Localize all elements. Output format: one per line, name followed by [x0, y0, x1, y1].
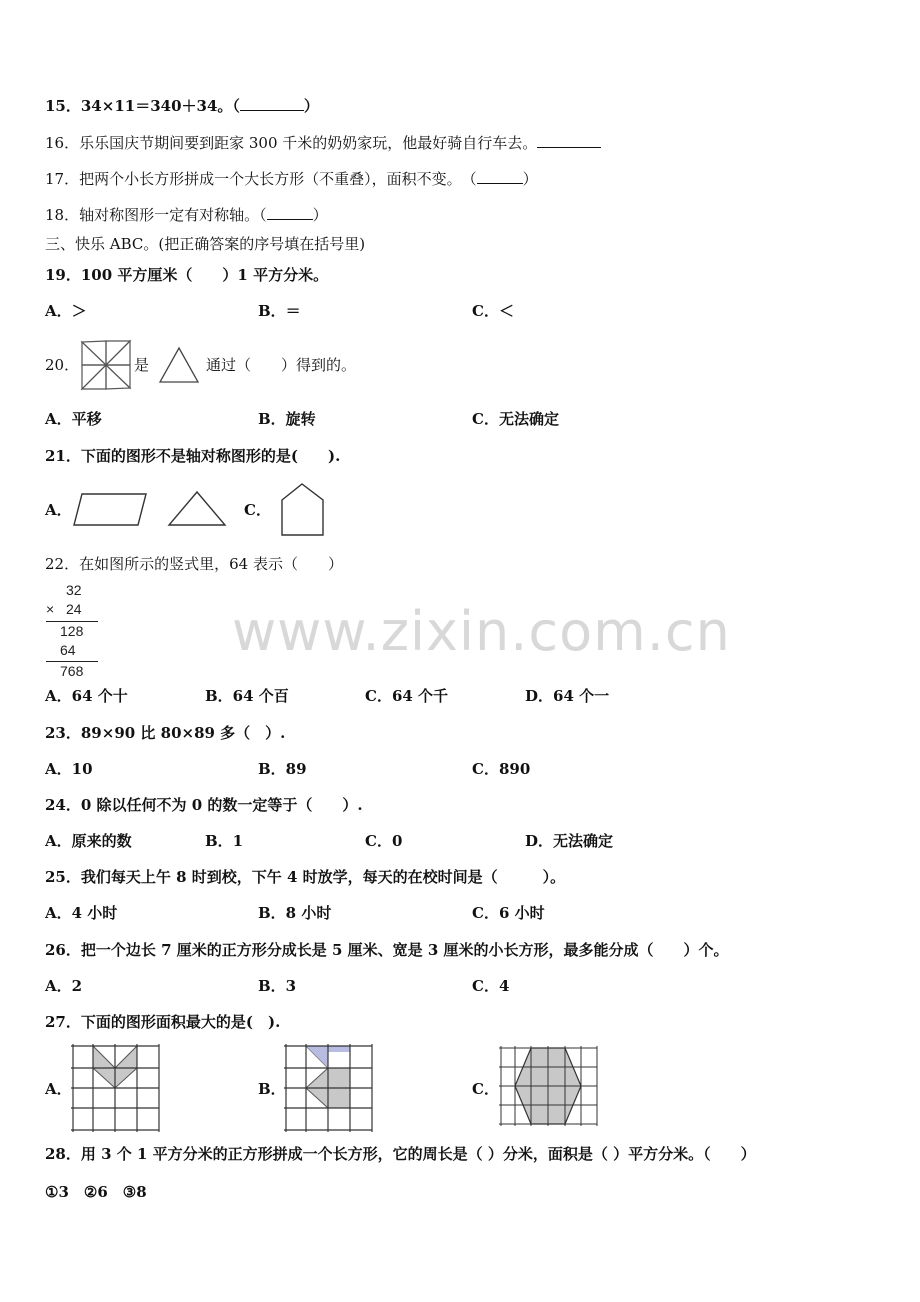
answer-blank[interactable] [267, 205, 313, 220]
option-c[interactable]: C．4 [472, 977, 510, 995]
triangle-figure [167, 490, 227, 528]
question-15: 15．34×11＝340＋34。（ ） [45, 97, 319, 115]
option-c[interactable]: C．＜ [472, 302, 514, 320]
question-18: 18．轴对称图形一定有对称轴。（ ） [45, 206, 328, 224]
answer-blank[interactable] [477, 169, 523, 184]
grid-figure-c [499, 1046, 599, 1126]
option-a[interactable]: A．原来的数 [45, 832, 132, 850]
question-21: 21．下面的图形不是轴对称图形的是( ). [45, 447, 341, 465]
option-b[interactable]: B． [258, 1080, 286, 1098]
question-20-number: 20． [45, 356, 80, 374]
option-a[interactable]: A．平移 [45, 410, 102, 428]
vertical-multiplication [44, 582, 100, 682]
vertical-mult: 24 [66, 601, 82, 617]
question-19: 19．100 平方厘米（ ）1 平方分米。 [45, 266, 329, 284]
option-c[interactable]: C．6 小时 [472, 904, 545, 922]
option-b[interactable]: B．89 [258, 760, 307, 778]
option-b[interactable]: B．旋转 [258, 410, 316, 428]
option-b[interactable]: B．64 个百 [205, 687, 289, 705]
answer-blank[interactable] [537, 133, 601, 148]
answer-blank[interactable] [240, 96, 304, 111]
question-20-tail: 通过（ ）得到的。 [206, 356, 357, 374]
parallelogram-figure [72, 492, 148, 528]
option-a[interactable]: A．＞ [45, 302, 87, 320]
question-22: 22．在如图所示的竖式里，64 表示（ ） [45, 555, 343, 573]
option-c[interactable]: C．64 个千 [365, 687, 449, 705]
option-a[interactable]: A．64 个十 [45, 687, 128, 705]
option-c[interactable]: C． [244, 501, 271, 519]
option-b[interactable]: B．＝ [258, 302, 301, 320]
grid-figure-b [284, 1044, 374, 1132]
grid-figure-a [71, 1044, 161, 1132]
question-28: 28．用 3 个 1 平方分米的正方形拼成一个长方形，它的周长是（ ）分米，面积是（ ）平方分米。（ ） [45, 1145, 756, 1163]
watermark: www.zixin.com.cn [232, 600, 731, 663]
divider [46, 621, 98, 622]
option-c[interactable]: C． [472, 1080, 499, 1098]
option-b[interactable]: B．3 [258, 977, 297, 995]
option-a[interactable]: A． [45, 501, 72, 519]
option-a[interactable]: A．2 [45, 977, 83, 995]
question-24: 24．0 除以任何不为 0 的数一定等于（ ）. [45, 796, 363, 814]
option-a[interactable]: A．10 [45, 760, 93, 778]
question-16: 16．乐乐国庆节期间要到距家 300 千米的奶奶家玩，他最好骑自行车去。 [45, 133, 601, 153]
option-c[interactable]: C．0 [365, 832, 403, 850]
vertical-result: 768 [60, 663, 84, 679]
divider [46, 661, 98, 662]
option-b[interactable]: B．1 [205, 832, 244, 850]
option-b[interactable]: B．8 小时 [258, 904, 332, 922]
vertical-top: 32 [66, 582, 82, 598]
option-a[interactable]: A．4 小时 [45, 904, 118, 922]
option-a[interactable]: A． [45, 1080, 72, 1098]
option-c[interactable]: C．890 [472, 760, 531, 778]
option-d[interactable]: D．64 个一 [525, 687, 610, 705]
triangle-figure [158, 346, 200, 384]
question-28-options[interactable]: ①3 ②6 ③8 [45, 1183, 147, 1201]
option-c[interactable]: C．无法确定 [472, 410, 559, 428]
question-26: 26．把一个边长 7 厘米的正方形分成长是 5 厘米、宽是 3 厘米的小长方形，最多能分成（ ）个。 [45, 941, 729, 959]
question-27: 27．下面的图形面积最大的是( ). [45, 1013, 281, 1031]
question-17: 17．把两个小长方形拼成一个大长方形（不重叠），面积不变。 （ ） [45, 170, 538, 188]
pentagon-house-figure [280, 482, 326, 538]
section-heading: 三、快乐 ABC。(把正确答案的序号填在括号里) [45, 235, 366, 253]
pinwheel-figure [80, 340, 132, 390]
question-23: 23．89×90 比 80×89 多（ ）. [45, 724, 286, 742]
question-20-mid: 是 [134, 356, 150, 374]
vertical-partial-2: 64 [60, 642, 76, 658]
vertical-times: × [46, 601, 55, 617]
option-d[interactable]: D．无法确定 [525, 832, 614, 850]
question-25: 25．我们每天上午 8 时到校，下午 4 时放学，每天的在校时间是（ ）。 [45, 868, 566, 886]
vertical-partial-1: 128 [60, 623, 84, 639]
